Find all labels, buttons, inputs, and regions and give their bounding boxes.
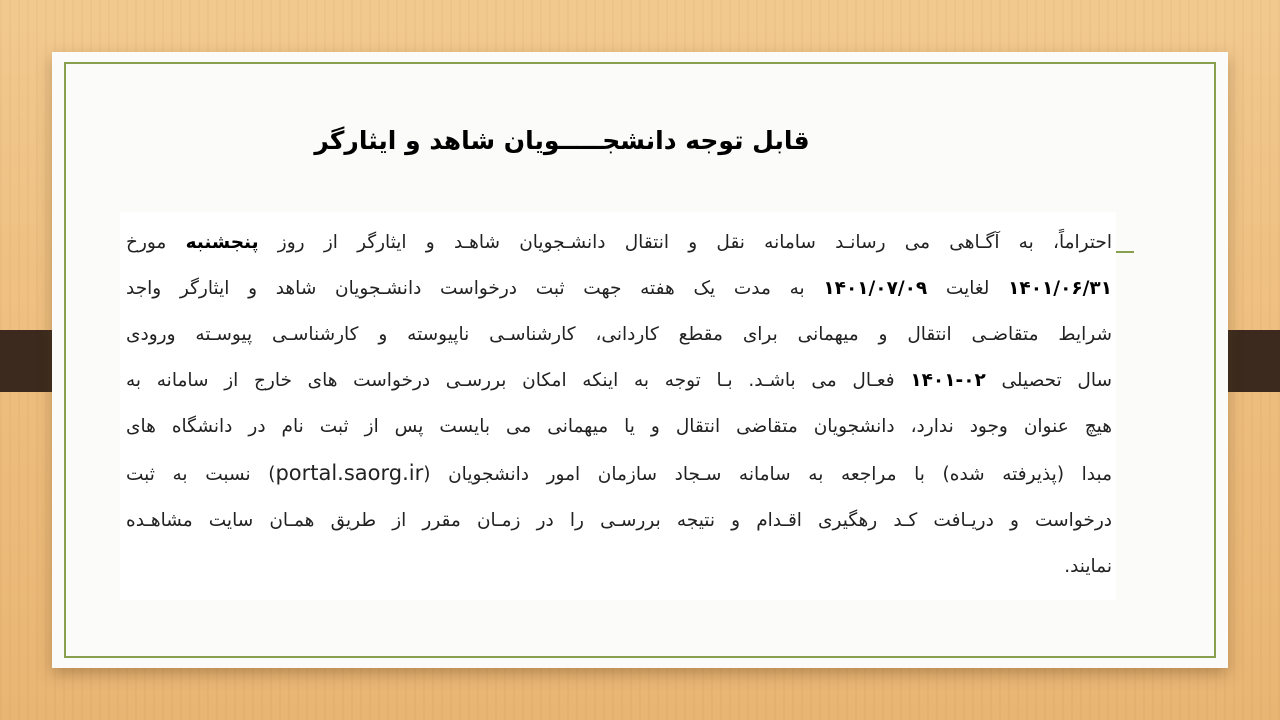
academic-year: ۰۲-۱۴۰۱ — [910, 370, 986, 391]
day-label: پنجشنبه — [185, 232, 259, 253]
slide — [52, 52, 1228, 668]
paragraph-line-1: احتراماً، به آگـاهی می رسانـد سامانه نقل و انتقال دانشـجویان شاهـد و ایثارگر از روز پنجشنبه مورخ — [126, 232, 1112, 253]
paragraph-line-3: شرایط متقاضـی انتقال و میهمانی برای مقطع کاردانی، کارشناسـی ناپیوسته و کارشناسـی پیوسـته ورودی — [126, 324, 1112, 345]
decorative-dash — [1114, 251, 1134, 253]
paragraph-line-4: سال تحصیلی ۰۲-۱۴۰۱ فعـال می باشـد. بـا توجه به اینکه امکان بررسـی درخواست های خارج از سامانه به — [126, 370, 1112, 391]
paragraph-line-6: مبدا (پذیرفته شده) با مراجعه به سامانه سـجاد سازمان امور دانشجویان (portal.saorg.ir) نسبت به ثبت — [126, 461, 1113, 485]
portal-link[interactable]: portal.saorg.ir — [275, 461, 424, 485]
paragraph-line-7: درخواست و دریـافت کـد رهگیری اقـدام و نتیجه بررسـی را در زمـان مقرر از طریق همـان سایت مشاهـده — [126, 510, 1112, 531]
end-date: ۱۴۰۱/۰۷/۰۹ — [823, 278, 928, 299]
paragraph-line-5: هیچ عنوان وجود ندارد، دانشجویان متقاضی انتقال و یا میهمانی می بایست پس از ثبت نام در دانشگاه های — [126, 416, 1112, 437]
slide-title: قابل توجه دانشجـــــویان شاهد و ایثارگر — [314, 126, 810, 155]
start-date: ۱۴۰۱/۰۶/۳۱ — [1008, 278, 1112, 299]
paragraph-line-8: نمایند. — [1064, 556, 1112, 577]
paragraph-line-2: ۱۴۰۱/۰۶/۳۱ لغایت ۱۴۰۱/۰۷/۰۹ به مدت یک هفته جهت ثبت درخواست دانشـجویان شاهد و ایثارگر واجد — [126, 278, 1112, 299]
announcement-paragraph — [120, 212, 1116, 600]
